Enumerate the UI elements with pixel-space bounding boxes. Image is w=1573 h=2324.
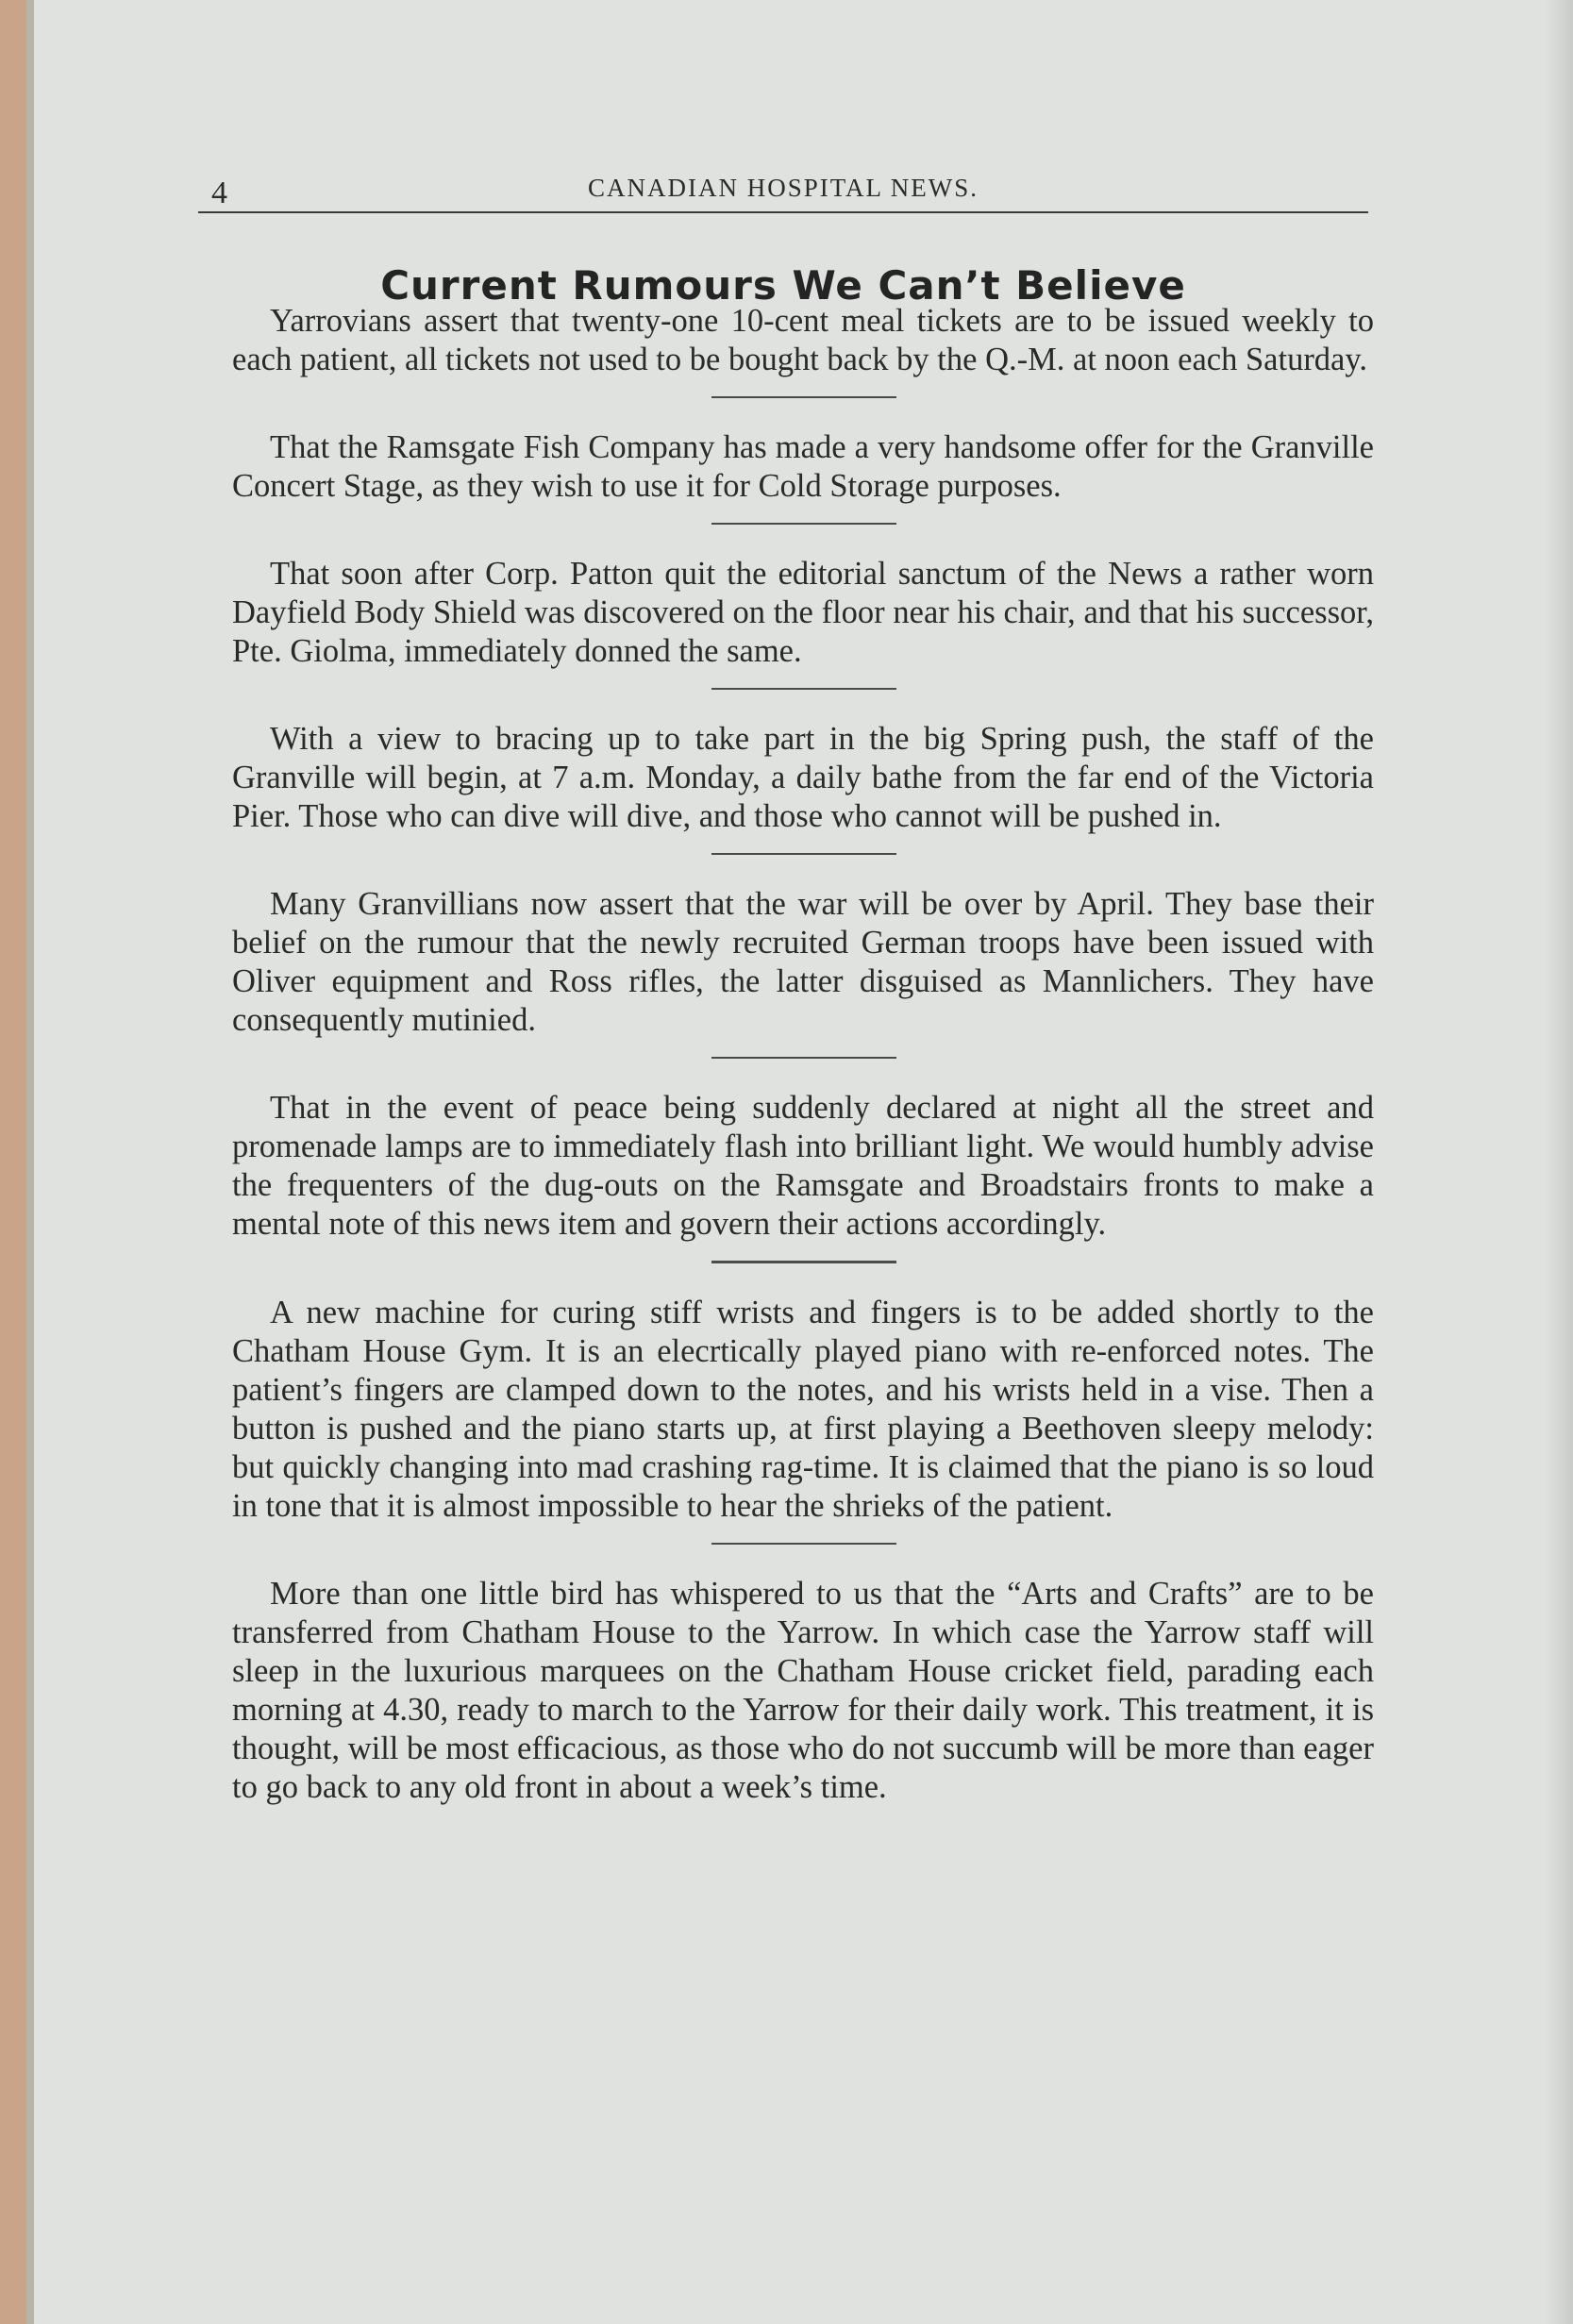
- article-title: Current Rumours We Can’t Believe: [380, 262, 1186, 309]
- separator-rule: [711, 853, 896, 855]
- rumour-item: [232, 720, 1374, 836]
- rumour-text: That soon after Corp. Patton quit the editorial sanctum of the News a rather worn Dayfield Body Shield was discovered on the floor near his chair, and that his successor, Pte. Giolma, immediately donned the same.: [232, 556, 1374, 669]
- article-body: [232, 302, 1374, 1807]
- separator-rule: [711, 396, 896, 398]
- separator-rule: [711, 688, 896, 690]
- rumour-text: Many Granvillians now assert that the war will be over by April. They base their belief on the rumour that the newly recruited German troops have been issued with Oliver equipment and Ross rifles, the latter disguised as Mannlichers. They have consequently mutinied.: [232, 886, 1374, 1038]
- rumour-item: [232, 555, 1374, 671]
- rumour-text: Yarrovians assert that twenty-one 10-cent meal tickets are to be issued weekly to each patient, all tickets not used to be bought back by the Q.-M. at noon each Saturday.: [232, 303, 1374, 377]
- rumour-item: [232, 1575, 1374, 1807]
- rumour-item: [232, 1294, 1374, 1526]
- rumour-item: [232, 428, 1374, 506]
- rumour-text: More than one little bird has whispered to us that the “Arts and Crafts” are to be transferred from Chatham House to the Yarrow. In which case the Yarrow staff will sleep in the luxurious marquees on the Chatham House cricket field, parading each morning at 4.30, ready to march to the Yarrow for their daily work. This treatment, it is thought, will be most efficacious, as those who do not succumb will be more than eager to go back to any old front in about a week’s time.: [232, 1576, 1374, 1805]
- separator-rule: [711, 523, 896, 525]
- rumour-text: That the Ramsgate Fish Company has made a very handsome offer for the Granville Concert Stage, as they wish to use it for Cold Storage purposes.: [232, 429, 1374, 504]
- rumour-item: [232, 885, 1374, 1040]
- gutter-shadow: [1545, 0, 1573, 2324]
- page-number: 4: [211, 176, 227, 210]
- page-header: [198, 166, 1368, 213]
- running-head: CANADIAN HOSPITAL NEWS.: [587, 174, 979, 202]
- rumour-item: [232, 1089, 1374, 1244]
- rumour-item: [232, 302, 1374, 379]
- separator-rule: [711, 1543, 896, 1545]
- separator-rule: [711, 1057, 896, 1059]
- rumour-text: A new machine for curing stiff wrists and fingers is to be added shortly to the Chatham House Gym. It is an elecrtically played piano with re-enforced notes. The patient’s fingers are clamped down to the notes, and his wrists held in a vise. Then a button is pushed and the piano starts up, at first playing a Beethoven sleepy melody: but quickly changing into mad crashing rag-time. It is claimed that the piano is so loud in tone that it is almost impossible to hear the shrieks of the patient.: [232, 1295, 1374, 1524]
- separator-rule: [711, 1261, 896, 1263]
- rumour-text: That in the event of peace being suddenly declared at night all the street and promenade lamps are to immediately flash into brilliant light. We would humbly advise the frequenters of the dug-outs on the Ramsgate and Broadstairs fronts to make a mental note of this news item and govern their actions accordingly.: [232, 1090, 1374, 1242]
- rumour-text: With a view to bracing up to take part in the big Spring push, the staff of the Granville will begin, at 7 a.m. Monday, a daily bathe from the far end of the Victoria Pier. Those who can dive will dive, and those who cannot will be pushed in.: [232, 721, 1374, 834]
